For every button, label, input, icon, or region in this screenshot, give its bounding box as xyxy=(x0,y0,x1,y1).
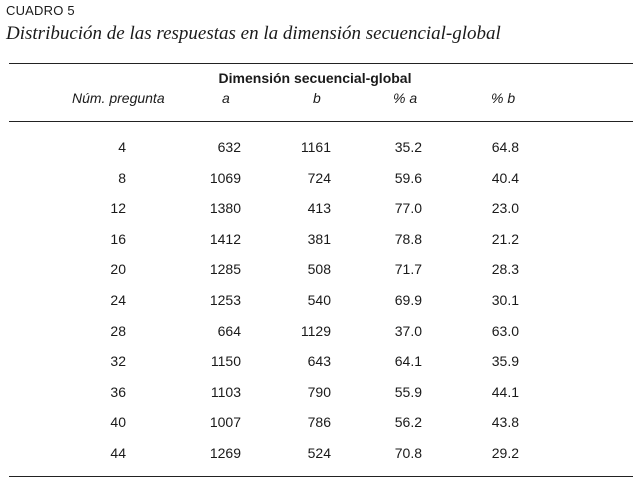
column-header-a: a xyxy=(222,90,230,106)
table-caption: Distribución de las respuestas en la dimensión secuencial-global xyxy=(6,23,501,44)
cell-question: 32 xyxy=(110,353,126,370)
cell-question: 36 xyxy=(110,383,126,400)
cell-b: 1129 xyxy=(300,322,331,339)
cell-question: 8 xyxy=(118,169,126,186)
cell-pct-a: 55.9 xyxy=(394,383,422,400)
cell-question: 12 xyxy=(110,200,126,217)
cell-a: 1069 xyxy=(209,169,241,186)
cell-a: 664 xyxy=(217,322,241,339)
table-row xyxy=(0,442,638,473)
cell-pct-a: 69.9 xyxy=(394,291,422,308)
cell-pct-b: 63.0 xyxy=(491,322,519,339)
cell-a: 1007 xyxy=(209,414,241,431)
table-row xyxy=(0,320,638,351)
cell-b: 724 xyxy=(307,169,331,186)
cell-pct-b: 28.3 xyxy=(491,261,519,278)
table-row xyxy=(0,167,638,198)
cell-question: 4 xyxy=(118,139,126,155)
cell-question: 24 xyxy=(110,291,126,308)
cell-question: 44 xyxy=(110,444,126,461)
cell-pct-a: 70.8 xyxy=(394,444,422,461)
cell-pct-a: 37.0 xyxy=(394,322,422,339)
table-row xyxy=(0,350,638,381)
cell-pct-a: 56.2 xyxy=(394,414,422,431)
cell-question: 20 xyxy=(110,261,126,278)
cell-pct-b: 64.8 xyxy=(491,139,519,155)
cell-pct-a: 64.1 xyxy=(394,353,422,370)
table-body xyxy=(0,136,638,473)
column-header-b: b xyxy=(313,90,321,106)
top-rule xyxy=(9,63,633,64)
cell-b: 643 xyxy=(307,353,331,370)
cell-b: 790 xyxy=(307,383,331,400)
table-row xyxy=(0,197,638,228)
cell-a: 1253 xyxy=(209,291,241,308)
cell-a: 632 xyxy=(217,139,241,155)
cell-a: 1150 xyxy=(210,353,241,370)
table-row xyxy=(0,228,638,259)
cell-b: 508 xyxy=(307,261,331,278)
cell-pct-a: 77.0 xyxy=(394,200,422,217)
table-row xyxy=(0,258,638,289)
bottom-rule xyxy=(9,476,633,477)
cell-pct-a: 71.7 xyxy=(394,261,422,278)
cell-a: 1412 xyxy=(209,230,241,247)
table-row xyxy=(0,289,638,320)
column-header-pct-b: % b xyxy=(491,90,516,106)
cell-b: 1161 xyxy=(300,139,331,155)
cell-pct-b: 29.2 xyxy=(491,444,519,461)
cell-pct-b: 43.8 xyxy=(491,414,519,431)
table-row xyxy=(0,136,638,167)
column-header-question: Núm. pregunta xyxy=(72,90,165,106)
cell-pct-a: 59.6 xyxy=(394,169,422,186)
cell-question: 16 xyxy=(110,230,126,247)
cell-b: 413 xyxy=(307,200,331,217)
cell-pct-a: 78.8 xyxy=(394,230,422,247)
cell-pct-b: 35.9 xyxy=(491,353,519,370)
cell-pct-b: 30.1 xyxy=(491,291,519,308)
cell-a: 1380 xyxy=(209,200,241,217)
cell-question: 40 xyxy=(110,414,126,431)
cell-a: 1285 xyxy=(209,261,241,278)
cell-b: 381 xyxy=(307,230,331,247)
cell-pct-b: 40.4 xyxy=(491,169,519,186)
cell-question: 28 xyxy=(110,322,126,339)
cell-pct-b: 44.1 xyxy=(491,383,519,400)
table-row xyxy=(0,411,638,442)
cell-b: 786 xyxy=(307,414,331,431)
column-header-pct-a: % a xyxy=(393,90,418,106)
cell-pct-b: 23.0 xyxy=(491,200,519,217)
cell-pct-b: 21.2 xyxy=(491,230,519,247)
cell-b: 540 xyxy=(307,291,331,308)
group-header: Dimensión secuencial-global xyxy=(218,70,412,86)
cell-a: 1269 xyxy=(209,444,241,461)
cell-a: 1103 xyxy=(210,383,241,400)
table-label: CUADRO 5 xyxy=(6,3,75,18)
cell-b: 524 xyxy=(307,444,331,461)
table-row xyxy=(0,381,638,412)
header-rule xyxy=(9,121,633,122)
cell-pct-a: 35.2 xyxy=(394,139,422,155)
